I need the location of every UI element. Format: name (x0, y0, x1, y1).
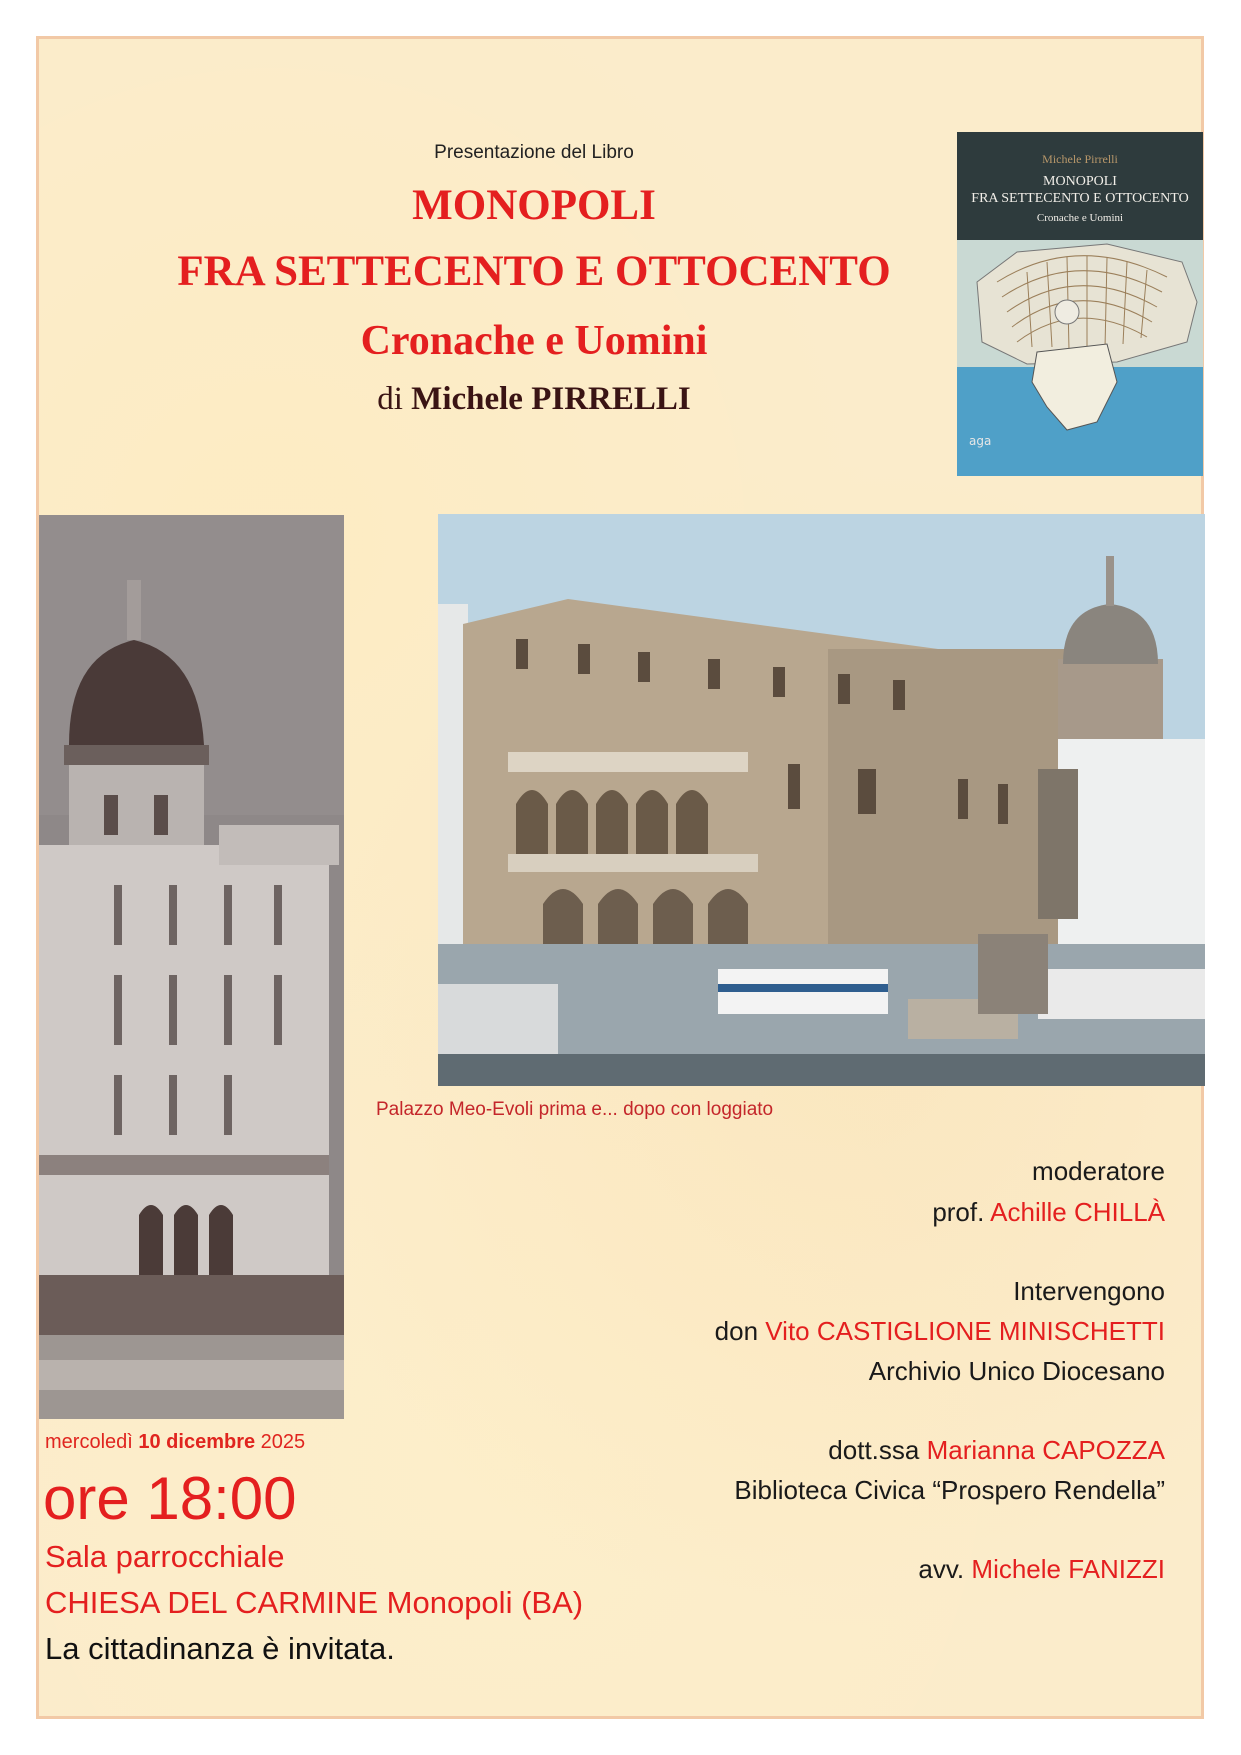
event-venue: Sala parrocchiale (45, 1539, 285, 1574)
cover-author: Michele Pirrelli (1042, 152, 1118, 166)
author-line (39, 381, 1029, 418)
modern-photo-palazzo (438, 514, 1205, 1086)
speaker-1-role: Archivio Unico Diocesano (868, 1356, 1165, 1386)
moderatore-title: prof. (932, 1197, 985, 1227)
moderatore-name: Achille CHILLÀ (990, 1197, 1165, 1227)
speaker-2-name: Marianna CAPOZZA (926, 1435, 1165, 1465)
photo-caption: Palazzo Meo-Evoli prima e... dopo con loggiato (376, 1099, 774, 1120)
moderatore-line (932, 1197, 1165, 1228)
event-invitation: La cittadinanza è invitata. (45, 1631, 395, 1666)
book-subtitle: Cronache e Uomini (360, 318, 708, 364)
speaker-2-title: dott.ssa (828, 1435, 920, 1465)
speaker-3-title: avv. (918, 1554, 965, 1584)
speaker-2-line (828, 1435, 1165, 1466)
author-name: Michele PIRRELLI (411, 381, 691, 417)
cover-subtitle: Cronache e Uomini (1036, 212, 1124, 224)
historic-photo-palazzo (39, 515, 344, 1419)
speaker-3-name: Michele FANIZZI (971, 1554, 1165, 1584)
speaker-2-role: Biblioteca Civica “Prospero Rendella” (734, 1475, 1165, 1505)
intervengono-label: Intervengono (1013, 1276, 1165, 1306)
speaker-1-name: Vito CASTIGLIONE MINISCHETTI (765, 1316, 1165, 1346)
speaker-1-title: don (714, 1316, 759, 1346)
moderatore-label: moderatore (1032, 1156, 1165, 1186)
book-cover-image (957, 132, 1203, 476)
presentation-label: Presentazione del Libro (434, 142, 634, 163)
poster (36, 36, 1204, 1719)
event-date-bold: 10 dicembre (138, 1431, 256, 1453)
event-year: 2025 (260, 1431, 306, 1453)
event-date (45, 1431, 305, 1454)
cover-title-line1: MONOPOLI (1043, 174, 1117, 189)
event-church: CHIESA DEL CARMINE Monopoli (BA) (45, 1585, 584, 1620)
event-time: ore 18:00 (43, 1465, 297, 1532)
event-day: mercoledì (45, 1431, 133, 1453)
author-prefix: di (377, 381, 403, 417)
book-title-line1: MONOPOLI (412, 182, 656, 229)
cover-map-illustration (957, 132, 1203, 476)
speaker-1-line (715, 1316, 1165, 1347)
book-title-line2: FRA SETTECENTO E OTTOCENTO (177, 248, 891, 295)
cover-publisher: aga (969, 434, 992, 448)
speaker-3-line (918, 1554, 1165, 1585)
cover-title-line2: FRA SETTECENTO E OTTOCENTO (971, 191, 1189, 206)
